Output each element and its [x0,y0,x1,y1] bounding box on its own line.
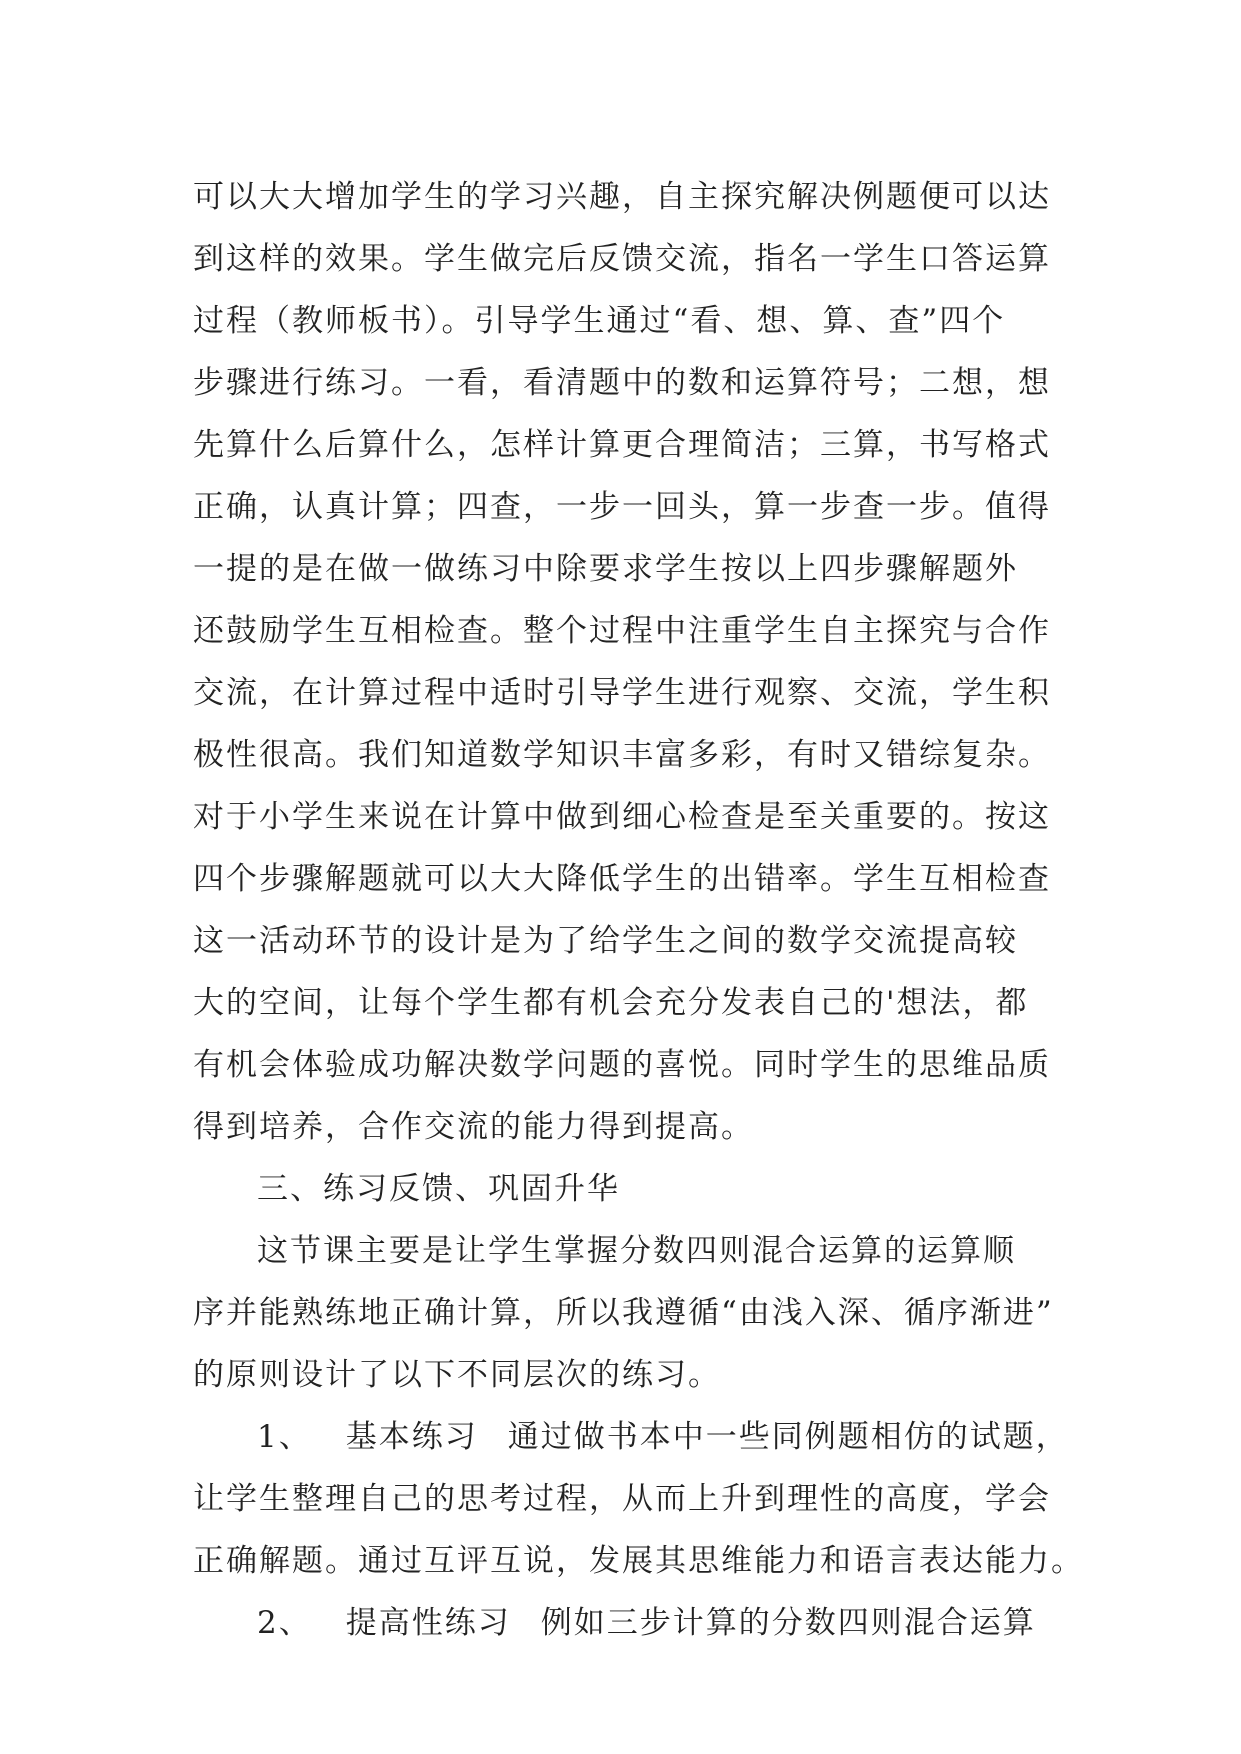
section-heading: 三、练习反馈、巩固升华 [257,1171,620,1207]
text-line: 交流，在计算过程中适时引导学生进行观察、交流，学生积 [193,675,1051,711]
text-line: 大的空间，让每个学生都有机会充分发表自己的'想法，都 [193,985,1029,1021]
text-line: 可以大大增加学生的学习兴趣，自主探究解决例题便可以达 [193,179,1051,215]
paragraph-2 [193,1220,1073,1406]
text-line: 过程（教师板书）。引导学生通过“看、想、算、查”四个 [193,303,1006,339]
list-item-2 [193,1592,1073,1654]
text-line: 对于小学生来说在计算中做到细心检查是至关重要的。按这 [193,799,1051,835]
text-line: 序并能熟练地正确计算，所以我遵循“由浅入深、循序渐进” [193,1295,1054,1331]
text-line: 让学生整理自己的思考过程，从而上升到理性的高度，学会 [193,1481,1051,1517]
text-line: 先算什么后算什么，怎样计算更合理简洁；三算，书写格式 [193,427,1051,463]
text-line [193,1406,1073,1468]
text-line: 有机会体验成功解决数学问题的喜悦。同时学生的思维品质 [193,1047,1051,1083]
text-line: 到这样的效果。学生做完后反馈交流，指名一学生口答运算 [193,241,1051,277]
paragraph-1 [193,166,1073,1158]
document-body [193,166,1084,1654]
text-line: 还鼓励学生互相检查。整个过程中注重学生自主探究与合作 [193,613,1051,649]
text-line: 的原则设计了以下不同层次的练习。 [193,1357,721,1393]
text-line: 正确，认真计算；四查，一步一回头，算一步查一步。值得 [193,489,1051,525]
text-line: 正确解题。通过互评互说，发展其思维能力和语言表达能力。 [193,1543,1084,1579]
item-number: 2、 [257,1605,312,1641]
text-line: 步骤进行练习。一看，看清题中的数和运算符号；二想，想 [193,365,1051,401]
list-item-1 [193,1406,1084,1592]
text-line: 这节课主要是让学生掌握分数四则混合运算的运算顺 [257,1233,1016,1269]
text-line: 一提的是在做一做练习中除要求学生按以上四步骤解题外 [193,551,1018,587]
text-line: 极性很高。我们知道数学知识丰富多彩，有时又错综复杂。 [193,737,1051,773]
item-number: 1、 [257,1419,312,1455]
text-line: 得到培养，合作交流的能力得到提高。 [193,1109,754,1145]
item-title: 基本练习 [345,1419,478,1455]
text-line [193,1592,1073,1654]
text-line: 这一活动环节的设计是为了给学生之间的数学交流提高较 [193,923,1018,959]
text-line: 四个步骤解题就可以大大降低学生的出错率。学生互相检查 [193,861,1051,897]
item-text: 例如三步计算的分数四则混合运算 [540,1605,1036,1641]
item-title: 提高性练习 [345,1605,511,1641]
item-text: 通过做书本中一些同例题相仿的试题， [507,1419,1069,1455]
